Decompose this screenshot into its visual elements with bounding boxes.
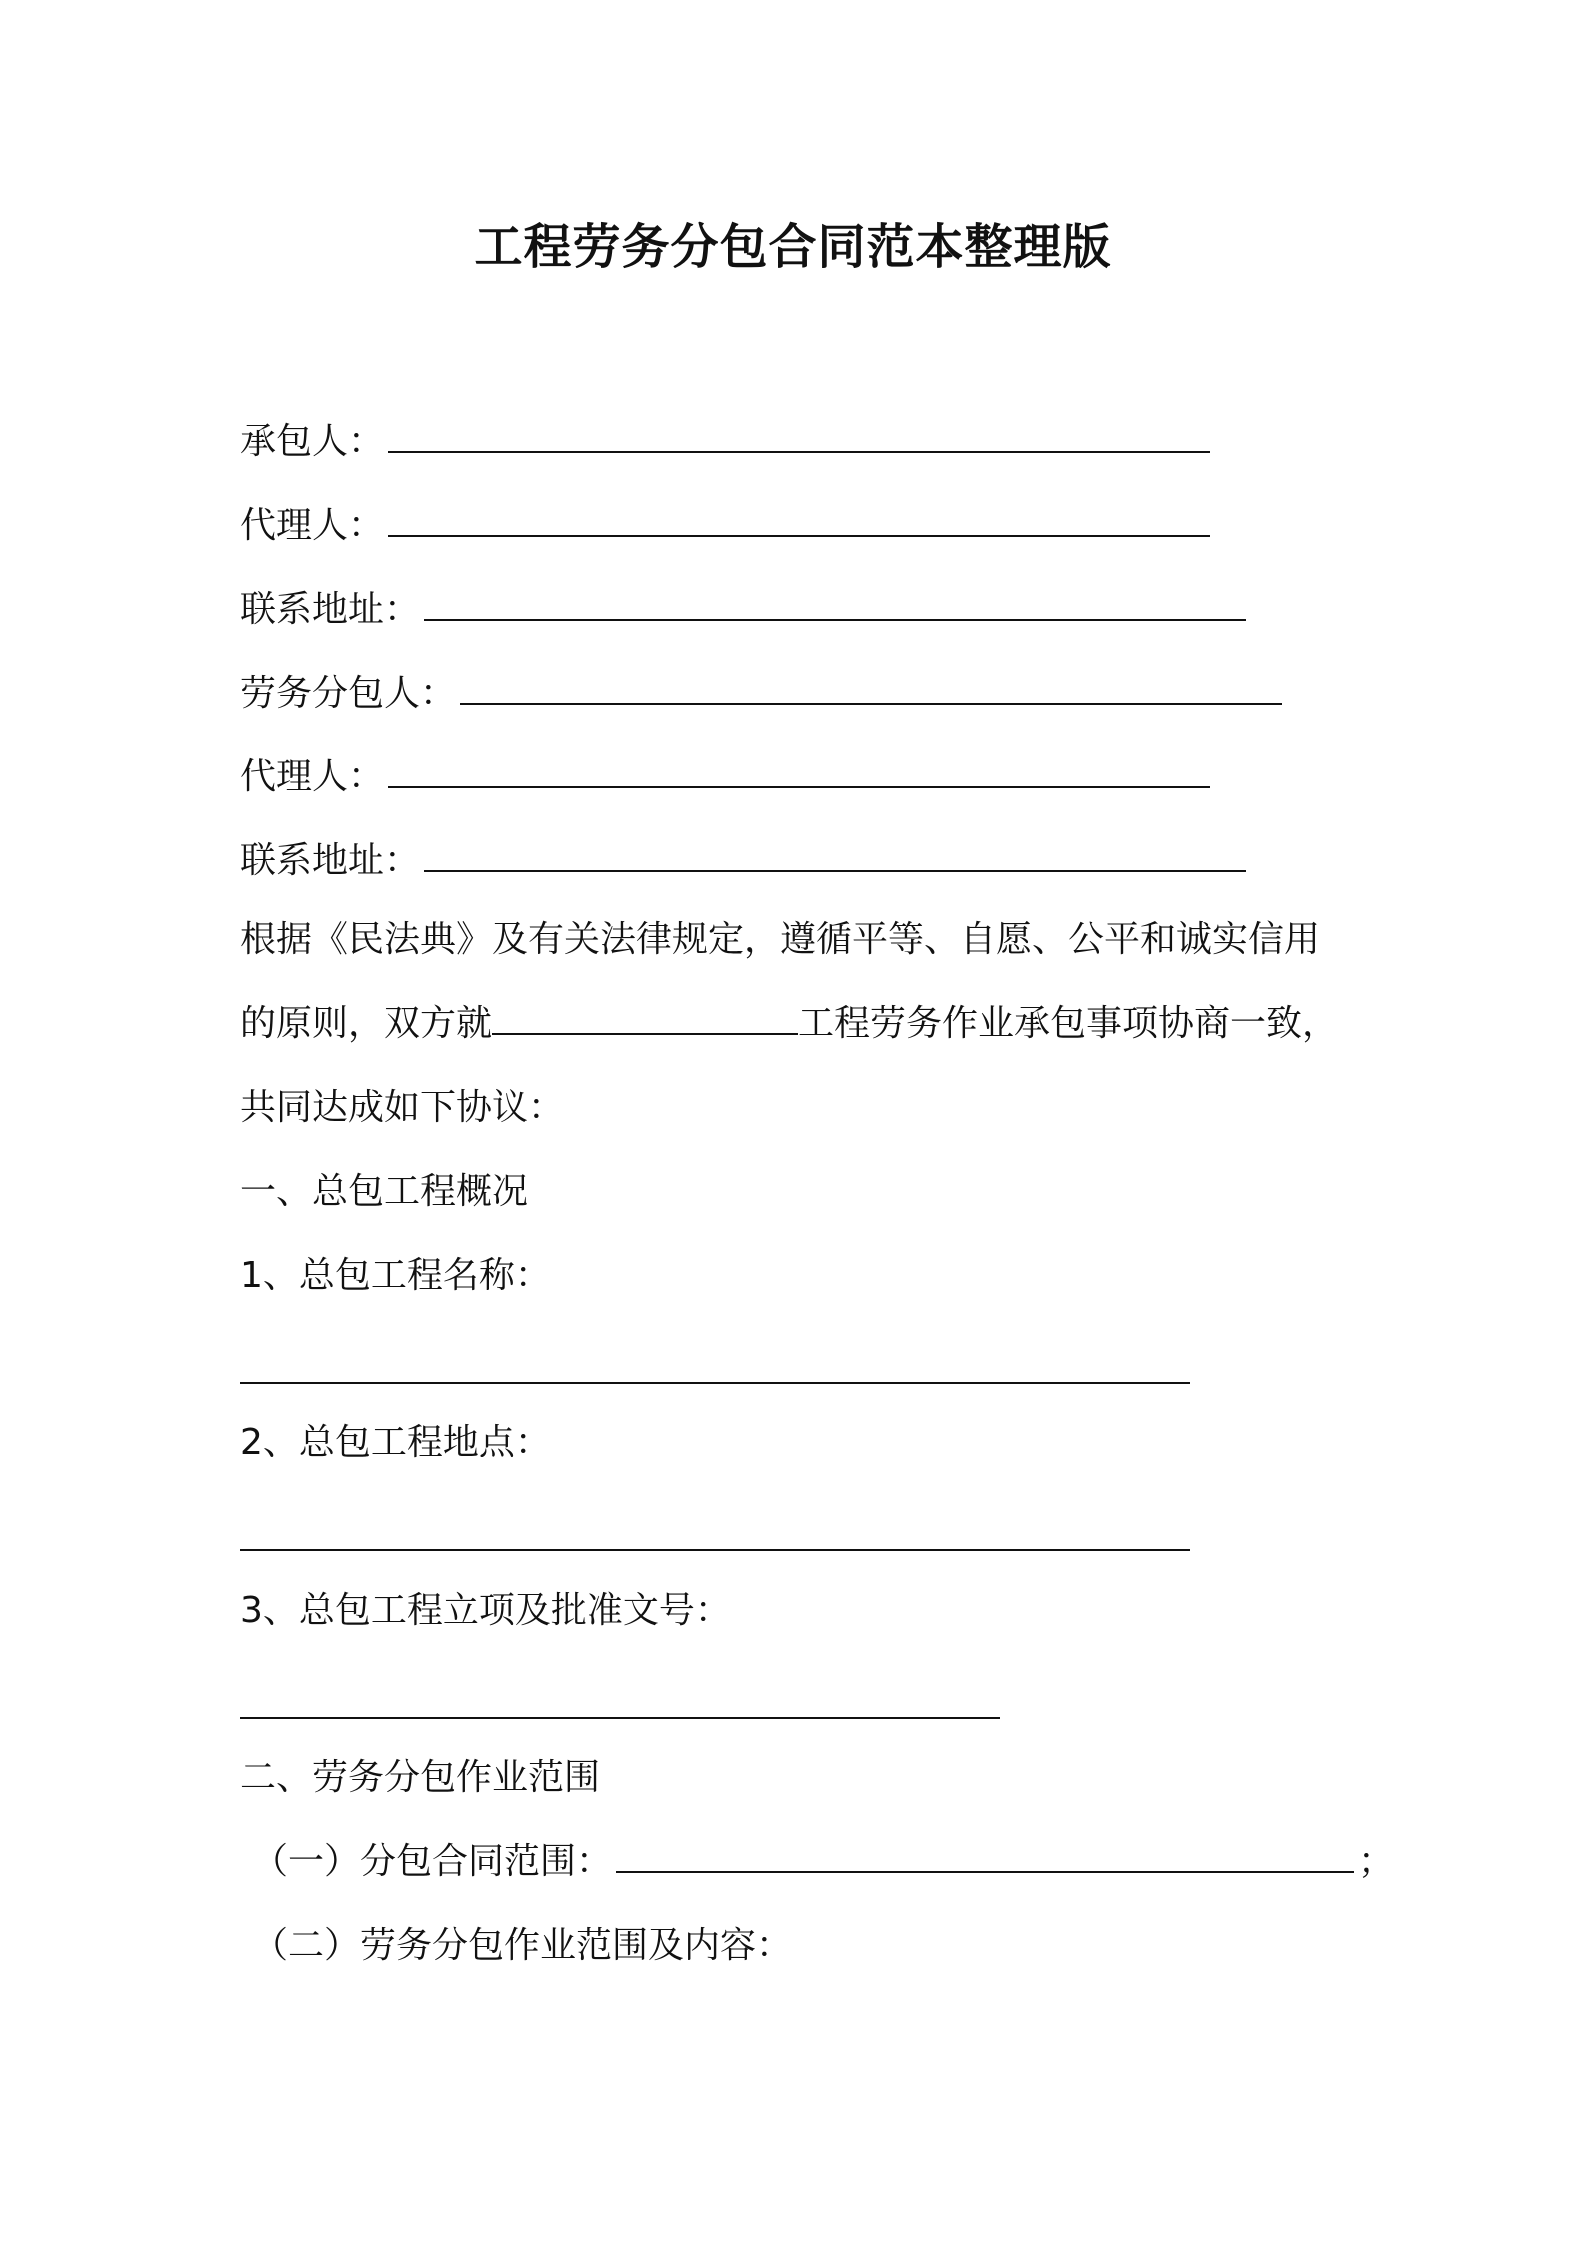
section-1-item-2-label: 2、总包工程地点： (240, 1422, 551, 1463)
section-1-item-3-label: 3、总包工程立项及批准文号： (240, 1590, 731, 1631)
party-contractor-address-blank[interactable] (424, 597, 1246, 621)
party-subcontractor-blank[interactable] (460, 681, 1282, 705)
document-title: 工程劳务分包合同范本整理版 (474, 219, 1112, 275)
preamble-line-3: 共同达成如下协议： (240, 1087, 565, 1128)
party-subcontractor-line (240, 670, 1286, 718)
party-contractor-line (240, 418, 1214, 466)
party-contractor-agent-line (240, 502, 1214, 550)
party-subcontractor-address-blank[interactable] (424, 848, 1246, 872)
project-location-blank[interactable] (240, 1549, 1190, 1551)
party-contractor-address-label: 联系地址： (240, 589, 421, 630)
section-2-heading: 二、劳务分包作业范围 (240, 1757, 601, 1798)
party-subcontractor-address-line (240, 837, 1250, 885)
preamble-line-2 (240, 1000, 1338, 1048)
section-2-sub-2-label: （二）劳务分包作业范围及内容： (252, 1925, 793, 1966)
preamble-line-1: 根据《民法典》及有关法律规定，遵循平等、自愿、公平和诚实信用 (240, 919, 1321, 960)
project-approval-number-blank[interactable] (240, 1717, 1000, 1719)
party-contractor-blank[interactable] (388, 429, 1210, 453)
party-contractor-agent-blank[interactable] (388, 513, 1210, 537)
party-contractor-label: 承包人： (240, 421, 385, 462)
preamble-line-2-end: 工程劳务作业承包事项协商一致， (798, 1003, 1339, 1044)
project-title-blank[interactable] (240, 1382, 1190, 1384)
section-2-sub-1 (252, 1838, 1394, 1886)
party-subcontractor-agent-blank[interactable] (388, 764, 1210, 788)
section-1-item-1-label: 1、总包工程名称： (240, 1255, 551, 1296)
subcontract-scope-blank[interactable] (616, 1849, 1354, 1873)
preamble-line-2-start: 的原则，双方就 (240, 1003, 493, 1044)
party-subcontractor-agent-line (240, 753, 1214, 801)
section-1-heading: 一、总包工程概况 (240, 1171, 529, 1212)
party-subcontractor-label: 劳务分包人： (240, 673, 457, 714)
party-subcontractor-agent-label: 代理人： (240, 756, 385, 797)
section-2-sub-1-end: ； (1358, 1841, 1395, 1882)
party-subcontractor-address-label: 联系地址： (240, 840, 421, 881)
section-2-sub-1-label: （一）分包合同范围： (252, 1841, 613, 1882)
project-name-blank[interactable] (492, 1011, 798, 1035)
party-contractor-address-line (240, 586, 1250, 634)
party-contractor-agent-label: 代理人： (240, 505, 385, 546)
